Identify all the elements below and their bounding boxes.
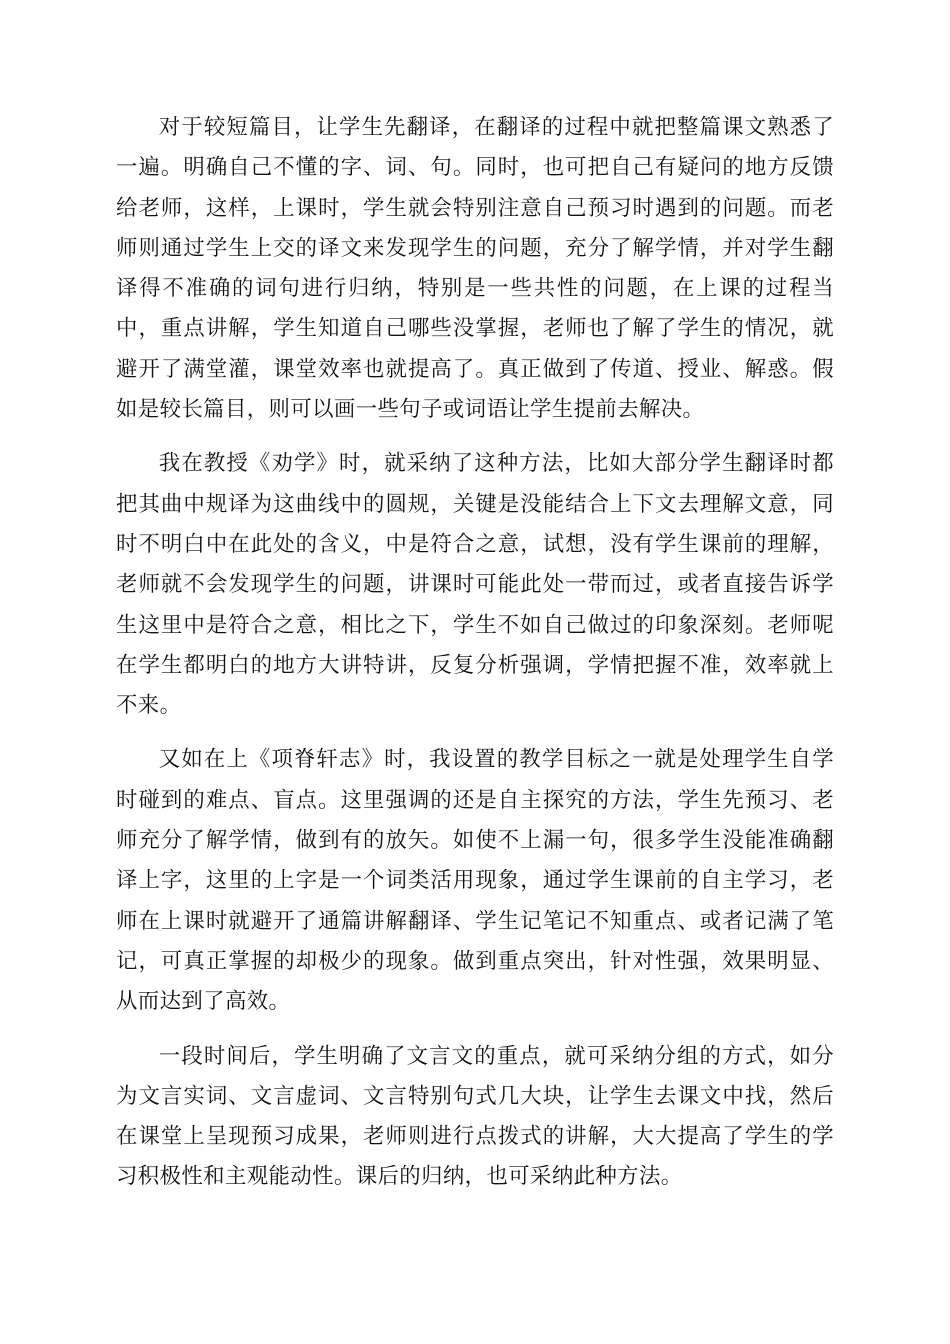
paragraph-quanxue-example: 我在教授《劝学》时，就采纳了这种方法，比如大部分学生翻译时都把其曲中规译为这曲线中的圆规，关键是没能结合上下文去理解文意，同时不明白中在此处的含义，中是符合之意，试想，没有学生课前的理解，老师就不会发现学生的问题，讲课时可能此处一带而过，或者直接告诉学生这里中是符合之意，相比之下，学生不如自己做过的印象深刻。老师呢在学生都明白的地方大讲特讲，反复分析强调，学情把握不准，效率就上不来。 [116,451,834,719]
paragraph-short-texts: 对于较短篇目，让学生先翻译，在翻译的过程中就把整篇课文熟悉了一遍。明确自己不懂的字、词、句。同时，也可把自己有疑问的地方反馈给老师，这样，上课时，学生就会特别注意自己预习时遇到的问题。而老师则通过学生上交的译文来发现学生的问题，充分了解学情，并对学生翻译得不准确的词句进行归纳，特别是一些共性的问题，在上课的过程当中，重点讲解，学生知道自己哪些没掌握，老师也了解了学生的情况，就避开了满堂灌，课堂效率也就提高了。真正做到了传道、授业、解惑。假如是较长篇目，则可以画一些句子或词语让学生提前去解决。 [116,115,834,423]
paragraph-group-method: 一段时间后，学生明确了文言文的重点，就可采纳分组的方式，如分为文言实词、文言虚词、文言特别句式几大块，让学生去课文中找，然后在课堂上呈现预习成果，老师则进行点拨式的讲解，大大提高了学生的学习积极性和主观能动性。课后的归纳，也可采纳此种方法。 [116,1043,834,1190]
paragraph-xiangjixuanzhi-example: 又如在上《项脊轩志》时，我设置的教学目标之一就是处理学生自学时碰到的难点、盲点。这里强调的还是自主探究的方法，学生先预习、老师充分了解学情，做到有的放矢。如使不上漏一句，很多学生没能准确翻译上字，这里的上字是一个词类活用现象，通过学生课前的自主学习，老师在上课时就避开了通篇讲解翻译、学生记笔记不知重点、或者记满了笔记，可真正掌握的却极少的现象。做到重点突出，针对性强，效果明显、从而达到了高效。 [116,747,834,1015]
document-page [116,108,834,1212]
